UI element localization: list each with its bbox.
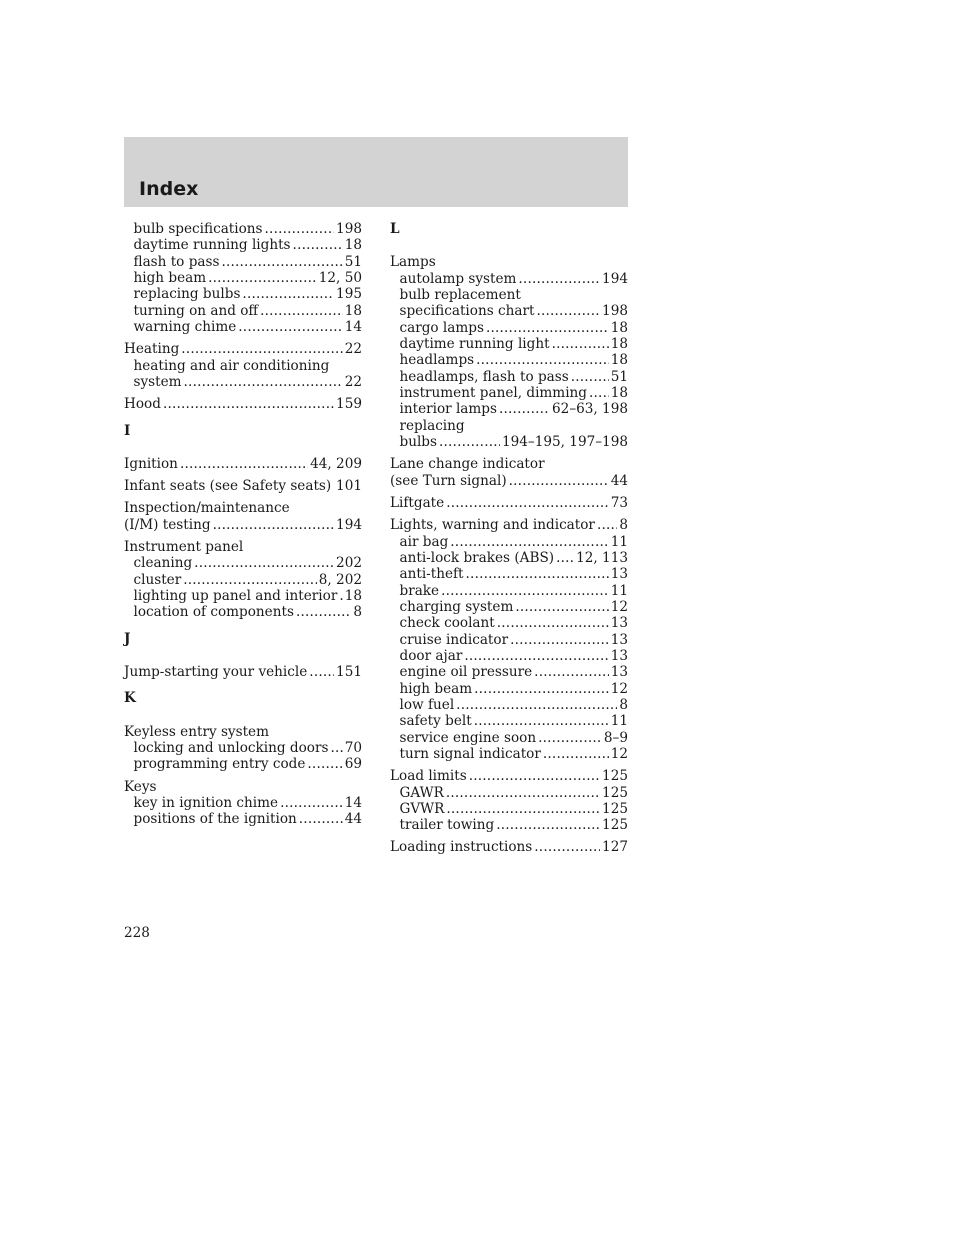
page-reference: 12 [610,680,628,697]
index-subentry-line [390,303,628,319]
dot-leader [309,664,334,680]
index-subentry-line [124,270,362,286]
section-letter: I [124,422,131,439]
entry-text: brake [399,582,440,599]
dot-leader [183,572,317,588]
page-reference: 11 [610,582,628,599]
dot-leader [293,237,343,253]
index-subentry-line [390,418,628,434]
page-reference: 22 [344,341,362,358]
dot-leader [469,768,600,784]
index-subentry-line [390,583,628,599]
index-entry [124,456,362,472]
dot-leader [486,320,609,336]
page-reference: 202 [336,555,362,572]
index-entry-line [124,779,362,795]
index-column-left [124,221,362,834]
entry-text: bulb replacement [399,287,521,304]
entry-text: Ignition [124,455,178,472]
entry-text: cargo lamps [399,319,484,336]
entry-text: bulbs [399,434,437,451]
header-band [124,137,628,207]
dot-leader [446,801,600,817]
index-entry-line [390,768,628,784]
entry-text: cleaning [133,555,193,572]
index-entry [124,779,362,828]
index-subentry-line [390,534,628,550]
index-subentry-line [124,221,362,237]
dot-leader [496,817,600,833]
index-entry-line [124,456,362,472]
dot-leader [597,517,617,533]
index-entry-line [390,495,628,511]
index-subentry-line [390,369,628,385]
entry-text: cluster [133,571,182,588]
entry-text: location of components [133,604,294,621]
page-reference: 18 [344,237,362,254]
index-subentry-line [390,785,628,801]
dot-leader [556,550,574,566]
page-reference: 44 [610,472,628,489]
page-title: Index [139,178,199,200]
entry-text: GAWR [399,784,444,801]
page-reference: 12, 113 [576,549,628,566]
entry-text: Loading instructions [390,839,533,856]
dot-leader [446,495,609,511]
page-reference: 14 [344,319,362,336]
dot-leader [510,632,609,648]
dot-leader [464,648,608,664]
entry-text: daytime running lights [133,237,291,254]
index-subentry-line [390,713,628,729]
page-reference: 125 [602,768,628,785]
index-entry-line [124,478,362,494]
page-reference: 18 [610,352,628,369]
entry-text: bulb specifications [133,221,263,237]
dot-leader [181,341,342,357]
dot-leader [163,396,334,412]
entry-text: air bag [399,533,449,550]
dot-leader [499,401,550,417]
dot-leader [238,319,342,335]
dot-leader [543,746,609,762]
index-subentry-line [390,599,628,615]
index-column-right [390,221,628,862]
index-entry-line [390,839,628,855]
page-reference: 44, 209 [310,455,362,472]
entry-text: daytime running light [399,336,550,353]
index-entry-line [390,473,628,489]
dot-leader [571,369,609,385]
index-entry [390,254,628,450]
page-reference: 151 [336,664,362,681]
entry-text: door ajar [399,647,463,664]
page-reference: 12, 50 [318,270,362,287]
dot-leader [194,555,334,571]
page-reference: 13 [610,566,628,583]
page-reference: 159 [336,396,362,413]
page-reference: 13 [610,615,628,632]
entry-text: Lamps [390,254,436,271]
index-subentry-line [124,319,362,335]
index-subentry-line [124,604,362,620]
entry-text: Inspection/maintenance [124,500,290,517]
page-reference: 69 [344,756,362,773]
page-reference: 125 [602,800,628,817]
entry-text: lighting up panel and interior [133,587,338,604]
index-subentry-line [124,237,362,253]
page-reference: 195 [336,286,362,303]
page-reference: 8–9 [603,729,628,746]
page-reference: 70 [344,740,362,757]
entry-text: specifications chart [399,303,535,320]
index-subentry-line [390,801,628,817]
index-subentry-line [124,555,362,571]
dot-leader [538,730,602,746]
entry-text: service engine soon [399,729,537,746]
entry-text: Jump-starting your vehicle [124,664,308,681]
index-subentry-line [390,320,628,336]
entry-text: (see Turn signal) [390,472,507,489]
section-letter: L [390,221,400,237]
entry-text: replacing bulbs [133,286,241,303]
entry-text: programming entry code [133,756,306,773]
index-entry-line [124,500,362,516]
index-subentry-line [124,254,362,270]
dot-leader [466,566,609,582]
dot-leader [589,385,609,401]
entry-text: instrument panel, dimming [399,385,587,402]
page-reference: 22 [344,373,362,390]
dot-leader [330,740,342,756]
index-entry-line [124,664,362,680]
page-reference: 18 [610,319,628,336]
dot-leader [450,534,608,550]
dot-leader [476,352,609,368]
entry-text: Lane change indicator [390,456,545,473]
dot-leader [456,697,617,713]
entry-text: replacing [399,417,465,434]
index-subentry-line [124,756,362,772]
index-entry-line [124,539,362,555]
dot-leader [534,839,600,855]
index-entry [124,500,362,533]
page-reference: 11 [610,533,628,550]
index-subentry-line [124,374,362,390]
dot-leader [221,254,342,270]
page-reference: 194–195, 197–198 [501,434,628,451]
page-reference: 194 [602,270,628,287]
entry-text: GVWR [399,800,445,817]
entry-text: locking and unlocking doors [133,740,329,757]
entry-text: key in ignition chime [133,794,279,811]
dot-leader [208,270,317,286]
entry-text: headlamps [399,352,475,369]
entry-text: high beam [133,270,207,287]
index-entry-line [124,341,362,357]
dot-leader [265,221,335,237]
page-reference: 12 [610,745,628,762]
page-reference: 11 [610,713,628,730]
entry-text: Load limits [390,768,467,785]
index-subentry-line [124,572,362,588]
dot-leader [497,615,609,631]
page-reference: 73 [610,494,628,511]
index-subentry-line [124,358,362,374]
dot-leader [333,478,334,494]
page-reference: 8 [619,696,628,713]
page-reference: 18 [344,302,362,319]
entry-text: engine oil pressure [399,664,533,681]
index-subentry-line [124,795,362,811]
section-letter: K [124,690,136,707]
page-reference: 127 [602,839,628,856]
page-reference: 18 [610,336,628,353]
dot-leader [184,374,343,390]
index-entry [124,341,362,390]
index-subentry-line [124,811,362,827]
page-reference: 13 [610,647,628,664]
entry-text: Infant seats (see Safety seats) [124,478,332,495]
index-subentry-line [390,566,628,582]
index-subentry-line [390,271,628,287]
page-reference: 8 [619,517,628,534]
entry-text: heating and air conditioning [133,357,330,374]
index-entry-line [390,517,628,533]
page-reference: 101 [336,478,362,495]
entry-text: warning chime [133,319,237,336]
entry-text: (I/M) testing [124,516,211,533]
page-reference: 51 [344,253,362,270]
entry-text: system [133,373,182,390]
index-subentry-line [390,336,628,352]
index-subentry-line [390,648,628,664]
index-subentry-line [390,746,628,762]
dot-leader [509,473,609,489]
index-subentry-line [390,664,628,680]
page-number: 228 [124,925,150,941]
index-subentry-line [390,385,628,401]
entry-text: Keyless entry system [124,723,269,740]
dot-leader [552,336,609,352]
page-reference: 14 [344,794,362,811]
page-reference: 51 [610,368,628,385]
entry-text: anti-theft [399,566,464,583]
index-entry [390,839,628,855]
index-entry-line [390,254,628,270]
index-subentry-line [390,817,628,833]
entry-text: Lights, warning and indicator [390,517,595,534]
page-reference: 18 [344,587,362,604]
dot-leader [296,604,351,620]
index-subentry-line [124,740,362,756]
index-subentry-line [390,352,628,368]
index-entry-line [124,396,362,412]
page-reference: 62–63, 198 [552,401,628,418]
dot-leader [242,286,334,302]
index-subentry-line [390,401,628,417]
index-entry-line [124,517,362,533]
index-entry [390,495,628,511]
index-subentry-line [390,615,628,631]
index-entry [124,396,362,412]
entry-text: Liftgate [390,494,445,511]
dot-leader [180,456,308,472]
index-subentry-line [390,632,628,648]
dot-leader [474,681,609,697]
index-entry [390,768,628,833]
entry-text: charging system [399,598,514,615]
dot-leader [441,583,609,599]
index-entry [390,456,628,489]
entry-text: flash to pass [133,253,220,270]
index-entry [124,478,362,494]
entry-text: safety belt [399,713,472,730]
page-reference: 198 [336,221,362,237]
dot-leader [515,599,608,615]
dot-leader [299,811,343,827]
entry-text: Heating [124,341,180,358]
dot-leader [339,588,342,604]
entry-text: trailer towing [399,817,495,834]
index-entry-line [390,456,628,472]
entry-text: autolamp system [399,270,517,287]
entry-text: interior lamps [399,401,497,418]
index-subentry-line [390,434,628,450]
entry-text: check coolant [399,615,495,632]
dot-leader [439,434,500,450]
page-reference: 125 [602,817,628,834]
dot-leader [474,713,609,729]
index-entry [124,664,362,680]
dot-leader [260,303,343,319]
index-subentry-line [390,697,628,713]
page-reference: 198 [602,303,628,320]
page-reference: 13 [610,664,628,681]
page-reference: 18 [610,385,628,402]
dot-leader [446,785,600,801]
entry-text: positions of the ignition [133,811,297,828]
entry-text: Hood [124,396,161,413]
entry-text: low fuel [399,696,455,713]
entry-text: headlamps, flash to pass [399,368,569,385]
index-entry [390,517,628,762]
entry-text: high beam [399,680,473,697]
section-letter: J [124,630,131,647]
index-subentry-line [124,286,362,302]
entry-text: turning on and off [133,302,259,319]
index-entry [124,724,362,773]
index-subentry-line [390,730,628,746]
dot-leader [518,271,600,287]
index-subentry-line [390,681,628,697]
entry-text: Keys [124,778,157,795]
dot-leader [307,756,342,772]
dot-leader [534,664,609,680]
entry-text: anti-lock brakes (ABS) [399,549,555,566]
page-reference: 125 [602,784,628,801]
index-entry-line [124,724,362,740]
page-reference: 8, 202 [318,571,362,588]
index-entry [124,221,362,335]
dot-leader [280,795,343,811]
entry-text: Instrument panel [124,538,244,555]
entry-text: cruise indicator [399,631,509,648]
index-subentry-line [390,287,628,303]
page-reference: 8 [353,604,362,621]
index-subentry-line [124,588,362,604]
dot-leader [536,303,600,319]
index-subentry-line [124,303,362,319]
page-reference: 12 [610,598,628,615]
page-reference: 13 [610,631,628,648]
page-reference: 44 [344,811,362,828]
index-subentry-line [390,550,628,566]
index-entry [124,539,362,621]
dot-leader [213,517,334,533]
entry-text: turn signal indicator [399,745,541,762]
page-reference: 194 [336,516,362,533]
